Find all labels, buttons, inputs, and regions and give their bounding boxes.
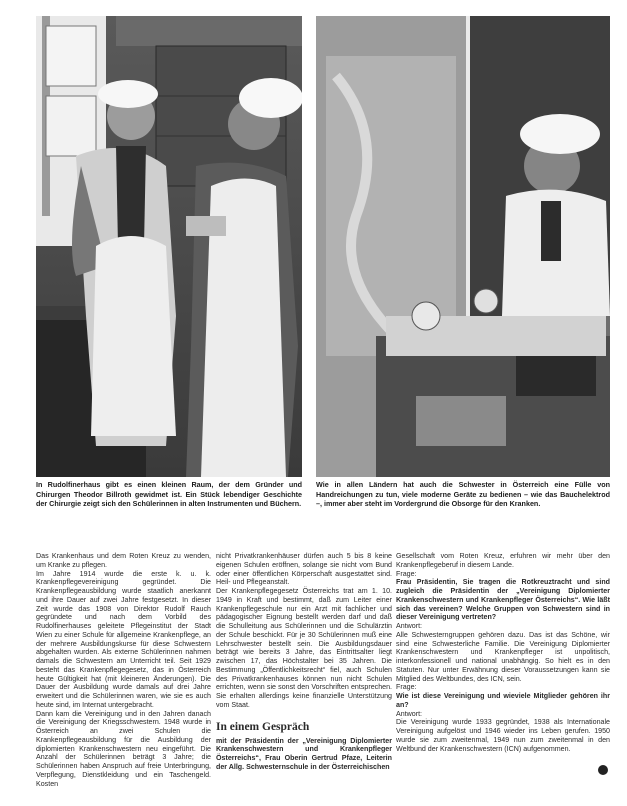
- photo-left-drawing: [36, 16, 302, 477]
- article-column-1: [36, 552, 211, 788]
- interview-intro: mit der Präsidentin der „Vereinigung Diplomierter Krankenschwestern und Krankenpfleger Österreichs“, Frau Oberin Gertrud Pfaze, Leiterin der Allg. Schwesternschule in der Österreichischen: [216, 736, 392, 771]
- page-marker-dot: [598, 765, 608, 775]
- paragraph: Im Jahre 1914 wurde die erste k. u. k. Krankenpflegevereinigung gegründet. Die Krankenpflegeausbildung wurde staatlich anerkannt und ihre Dauer auf zwei Jahre festgesetzt. In dieser Zeit wurde das 1908 von Direktor Rudolf Rauch gegründete und nach dem Vorbild des Rudolfinerhauses geleitete Pflegeinstitut der Stadt Wien zu einer Schule für allgemeine Krankenpflege, an der mehrere Ausbildungskurse für diese Schwestern abgehalten wurden. Als externe Schülerinnen nahmen damals die Schwestern am Unterricht teil. Seit 1929 besteht das Krankenpflegegesetz, das in Österreich heute Gültigkeit hat (mit kleineren Änderungen). Die Dauer der Ausbildung wurde damals auf drei Jahre erweitert und die Schülerinnen waren, wie sie es auch heute sind, im Internat untergebracht.: [36, 569, 211, 709]
- photo-right-drawing: [316, 16, 610, 477]
- interview-question: Frau Präsidentin, Sie tragen die Rotkreuztracht und sind zugleich die Präsidentin der „Vereinigung Diplomierter Krankenschwestern und Krankenpfleger Österreichs“. Wie läßt sich das vereinen? Welche Gruppen von Schwestern sind in dieser Vereinigung vertreten?: [396, 578, 610, 622]
- article-column-3: [396, 552, 610, 753]
- paragraph: Dann kam die Vereinigung und in den Jahren danach die Vereinigung der Kriegsschwestern. 1948 wurde in Österreich an zwei Schulen die Krankenpflegeausbildung für die Ausbildung der diplomierten Krankenschwestern neu eingeführt. Die Anzahl der Schülerinnen beträgt 3 Jahre; die Schülerinnen haben Anspruch auf freie Unterbringung, Verpflegung, Dienstkleidung und ein Taschengeld. Kosten: [36, 709, 211, 788]
- caption-right: Wie in allen Ländern hat auch die Schwester in Österreich eine Fülle von Handreichungen zu tun, viele moderne Geräte zu bedienen – wie das Bauchelektrod –, immer aber steht im Vordergrund die Obsorge für den Kranken.: [316, 480, 610, 509]
- interview-label: Frage:: [396, 569, 417, 578]
- interview-answer: Alle Schwesterngruppen gehören dazu. Das ist das Schöne, wir sind eine Schwesterliche Familie. Die Vereinigung Diplomierter Krankenschwestern und Krankenpfleger ist unpolitisch, interkonfessionell und national unabhängig. So hielt es in den Statuten. Nur unter Erwähnung dieser Voraussetzungen kann sie Mitglied des Weltbundes, des ICN, sein.: [396, 630, 610, 683]
- section-heading: In einem Gespräch: [216, 720, 310, 733]
- article-column-2: [216, 552, 392, 772]
- interview-question: Wie ist diese Vereinigung und wieviele Mitglieder gehören ihr an?: [396, 692, 610, 709]
- interview-label: Antwort:: [396, 622, 423, 630]
- interview-answer: Die Vereinigung wurde 1933 gegründet, 1938 als Internationale Vereinigung aufgelöst und 1946 wieder ins Leben gerufen. 1950 wurde sie zum zweitenmal, 1949 nun zum zweitenmal in den Weltbund der Krankenschwestern (ICN) aufgenommen.: [396, 718, 610, 753]
- interview-answer: Gesellschaft vom Roten Kreuz, erfuhren wir mehr über den Krankenpflegeberuf in diesem Lande.: [396, 552, 610, 569]
- photo-nurses-instruments: [36, 16, 302, 477]
- paragraph: Der Krankenpflegegesetz Österreichs trat am 1. 10. 1949 in Kraft und bestimmt, daß zum Leiter einer Krankenpflegeschule nur ein Arzt mit fachlicher und pädagogischer Eignung bestellt werden darf und daß die Schulleitung aus Schülerinnen und die Schulärztin der Schule beschickt. Für je 30 Schülerinnen muß eine Lehrschwester bestellt sein. Die Ausbildungsdauer beträgt wie bereits 3 Jahre, das Eintrittsalter liegt zwischen 17, das Höchstalter bei 35 Jahren. Die Bestimmung „Öffentlichkeitsrecht“ fiel, auch Schulen des Privatkrankenhauses können nun nicht Schulen errichten, wenn sie sonst den Vorschriften entsprechen. Sie erhalten allerdings keine finanzielle Unterstützung vom Staat.: [216, 587, 392, 709]
- photo-nurse-apparatus: [316, 16, 610, 477]
- interview-label: Antwort:: [396, 709, 423, 718]
- caption-left: In Rudolfinerhaus gibt es einen kleinen Raum, der dem Gründer und Chirurgen Theodor Billroth gewidmet ist. Ein Stück lebendiger Geschichte der Chirurgie zeigt sich den Schülerinnen in alten Instrumenten und Büchern.: [36, 480, 302, 509]
- paragraph: Das Krankenhaus und dem Roten Kreuz zu wenden, um Kranke zu pflegen.: [36, 552, 211, 569]
- interview-label: Frage:: [396, 683, 417, 692]
- paragraph: nicht Privatkrankenhäuser dürfen auch 5 bis 8 keine eigenen Schulen eröffnen, solange sie nicht vom Bund oder einer öffentlichen Körperschaft ausgestattet sind. Heil- und Pflegeanstalt.: [216, 552, 392, 587]
